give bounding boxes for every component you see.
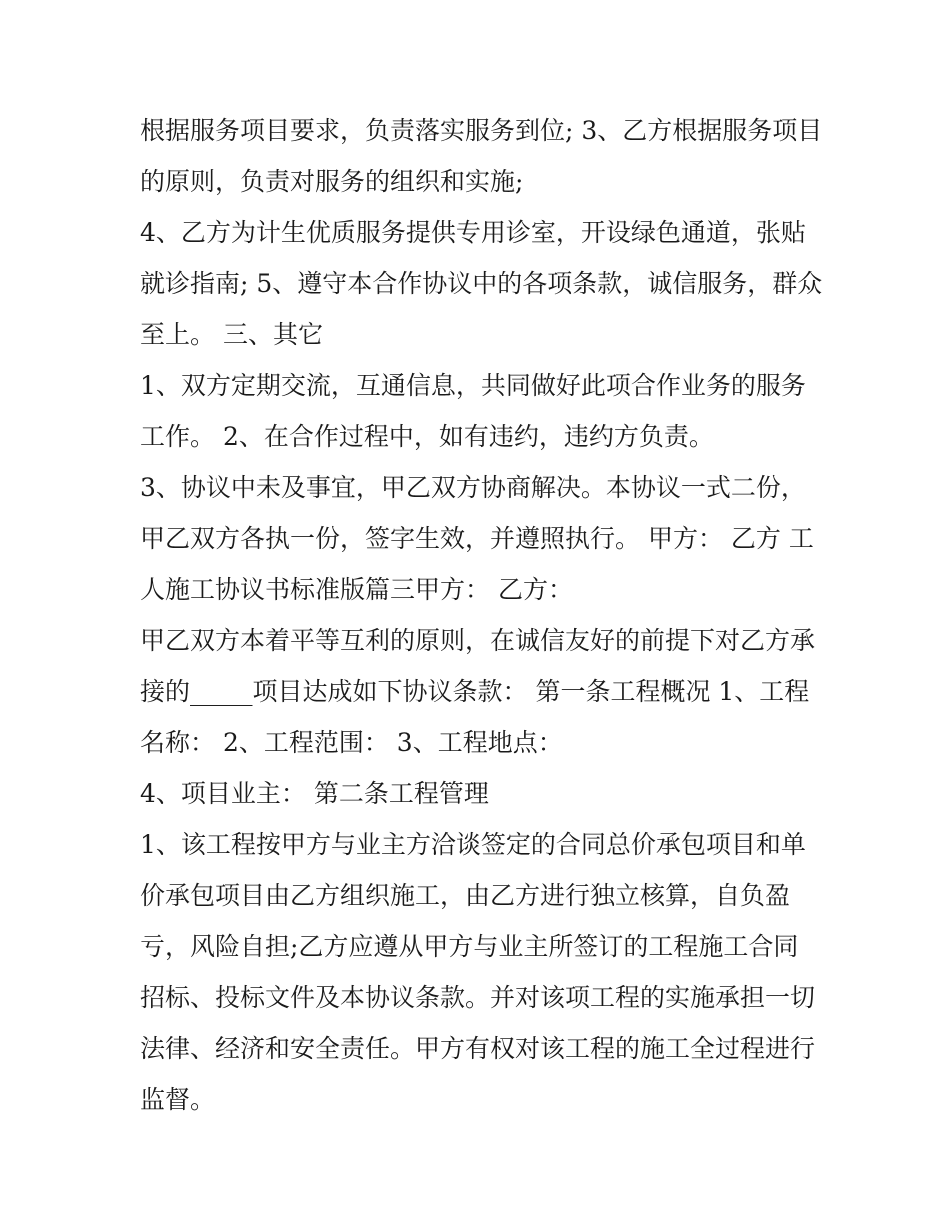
text-line: 就诊指南; 5、遵守本合作协议中的各项条款，诚信服务，群众 <box>140 269 823 298</box>
text-line: 亏，风险自担;乙方应遵从甲方与业主所签订的工程施工合同 <box>140 932 799 961</box>
text-line: 法律、经济和安全责任。甲方有权对该工程的施工全过程进行 <box>140 1034 816 1063</box>
text-line: 1、双方定期交流，互通信息，共同做好此项合作业务的服务 <box>140 371 806 400</box>
text-line: 3、协议中未及事宜，甲乙双方协商解决。本协议一式二份， <box>140 473 806 502</box>
text-line: 甲乙双方各执一份，签字生效，并遵照执行。 甲方： 乙方 工 <box>140 524 814 553</box>
text-line: 招标、投标文件及本协议条款。并对该项工程的实施承担一切 <box>140 983 816 1012</box>
text-line: 的原则，负责对服务的组织和实施; <box>140 167 524 196</box>
text-line: 4、项目业主： 第二条工程管理 <box>140 779 489 808</box>
text-line: 1、该工程按甲方与业主方洽谈签定的合同总价承包项目和单 <box>140 830 806 859</box>
text-line: 至上。 三、其它 <box>140 320 323 349</box>
text-line: 监督。 <box>140 1085 216 1114</box>
text-line: 4、乙方为计生优质服务提供专用诊室，开设绿色通道，张贴 <box>140 218 806 247</box>
text-line: 接的_____项目达成如下协议条款： 第一条工程概况 1、工程 <box>140 677 810 706</box>
text-line: 根据服务项目要求，负责落实服务到位; 3、乙方根据服务项目 <box>140 116 823 145</box>
text-line: 名称： 2、工程范围： 3、工程地点： <box>140 728 563 757</box>
text-line: 工作。 2、在合作过程中，如有违约，违约方负责。 <box>140 422 714 451</box>
text-line: 价承包项目由乙方组织施工，由乙方进行独立核算，自负盈 <box>140 881 791 910</box>
text-line: 人施工协议书标准版篇三甲方： 乙方： <box>140 575 573 604</box>
text-line: 甲乙双方本着平等互利的原则，在诚信友好的前提下对乙方承 <box>140 626 816 655</box>
document-body <box>140 105 823 1125</box>
